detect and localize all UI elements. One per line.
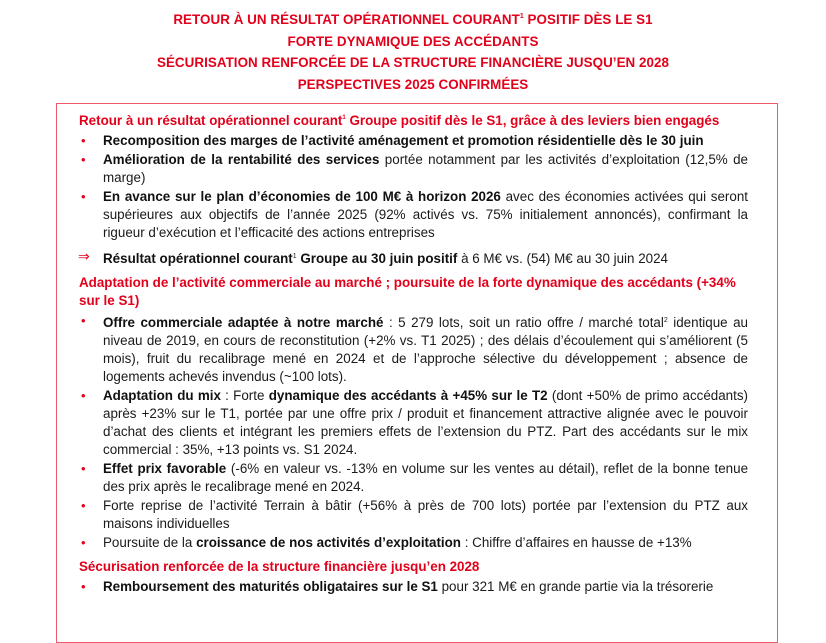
bullet-icon: • (81, 152, 86, 167)
bullet-icon: • (81, 461, 86, 476)
headline-3: SÉCURISATION RENFORCÉE DE LA STRUCTURE FINANCIÈRE JUSQU’EN 2028 (156, 55, 670, 71)
arrow-right-icon: ⇒ (78, 248, 90, 264)
bullet-icon: • (81, 535, 86, 550)
bullet-icon: • (81, 388, 86, 403)
bullet-icon: • (81, 189, 86, 204)
list-item: • En avance sur le plan d’économies de 100 M€ à horizon 2026 avec des économies activées qui seront supérieures aux objectifs de l’année 2025 (92% activés vs. 75% initialement annoncés), confirmant la rigueur d’exécution et l’efficacité des actions entreprises (81, 189, 748, 240)
section-title-financial: Sécurisation renforcée de la structure financière jusqu’en 2028 (79, 559, 480, 574)
headline-1: RETOUR À UN RÉSULTAT OPÉRATIONNEL COURANT$^1$ POSITIF DÈS LE S1 (173, 12, 653, 27)
bullet-icon: • (81, 498, 86, 513)
highlights-content (79, 109, 748, 597)
list-item: • Poursuite de la croissance de nos activités d’exploitation : Chiffre d’affaires en hausse de +13% (81, 535, 692, 550)
result-item: ⇒ Résultat opérationnel courant$^1$ Groupe au 30 juin positif à 6 M€ vs. (54) M€ au 30 juin 2024 (78, 248, 668, 266)
list-item: • Amélioration de la rentabilité des services portée notamment par les activités d’exploitation (12,5% de marge) (81, 152, 748, 185)
headline-4: PERSPECTIVES 2025 CONFIRMÉES (297, 76, 529, 92)
section-title-results: Retour à un résultat opérationnel courant$^1$ Groupe positif dès le S1, grâce à des leviers bien engagés (79, 113, 720, 128)
list-item: • Offre commerciale adaptée à notre marché : 5 279 lots, soit un ratio offre / marché total$^2$ identique au niveau de 2019, en cours de reconstitution (+2% vs. T1 2025) ; des délais d’écoulement qui s’améliorent (5 mois), fruit du recalibrage mené en 2024 et de l’approche sélective du développement ; absence de logements achevés invendus (~100 lots). (81, 313, 748, 384)
list-item: • Recomposition des marges de l’activité aménagement et promotion résidentielle dès le 30 juin (81, 133, 704, 148)
bullet-icon: • (81, 133, 86, 148)
list-item: • Remboursement des maturités obligataires sur le S1 pour 321 M€ en grande partie via la trésorerie (81, 579, 714, 594)
headline-2: FORTE DYNAMIQUE DES ACCÉDANTS (287, 33, 539, 49)
list-item: • Forte reprise de l’activité Terrain à bâtir (+56% à près de 700 lots) portée par l’extension du PTZ aux maisons individuelles (81, 498, 748, 531)
bullet-icon: • (81, 313, 86, 328)
list-item: • Adaptation du mix : Forte dynamique des accédants à +45% sur le T2 (dont +50% de primo accédants) après +23% sur le T1, portée par une offre prix / produit et financement attractive alignée avec le pouvoir d’achat des clients et intégrant les premiers effets de l’extension du PTZ. Part des accédants sur le mix commercial : 35%, +13 points vs. S1 2024. (81, 388, 749, 457)
section-title-commercial: Adaptation de l’activité commerciale au marché ; poursuite de la forte dynamique des accédants (+34% sur le S1) (79, 275, 736, 308)
bullet-icon: • (81, 579, 86, 594)
headlines (0, 6, 826, 95)
list-item: • Effet prix favorable (-6% en valeur vs. -13% en volume sur les ventes au détail), reflet de la bonne tenue des prix après le recalibrage mené en 2024. (81, 461, 749, 494)
